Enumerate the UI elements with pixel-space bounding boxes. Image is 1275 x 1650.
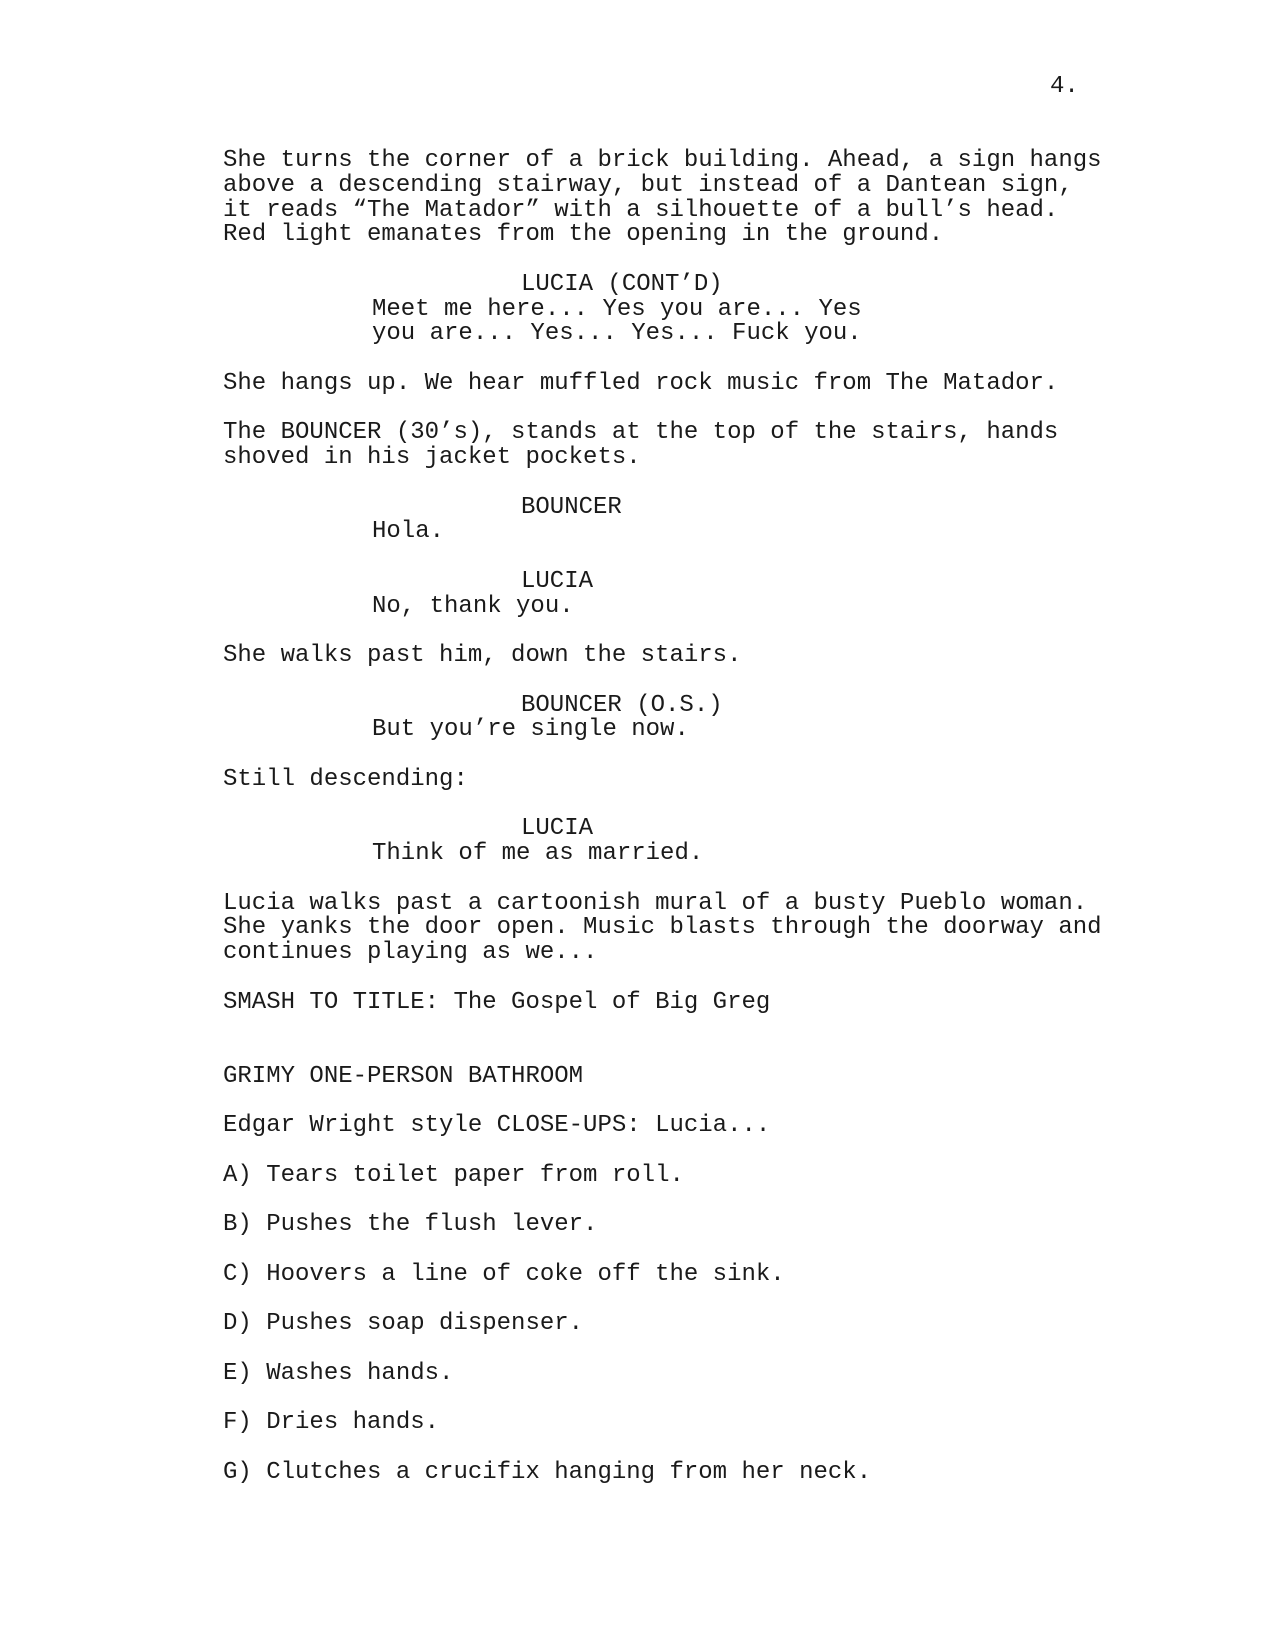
action-line: it reads “The Matador” with a silhouette of a bull’s head. [223,196,1059,224]
action-line: shoved in his jacket pockets. [223,444,641,471]
character-line: LUCIA (CONT’D) [521,270,723,298]
character-line: LUCIA [521,567,594,595]
dialogue-line: But you’re single now. [372,716,689,744]
character-line: LUCIA [521,815,594,843]
page-number: 4. [1050,73,1079,100]
block-spacer [223,867,1123,892]
character-block [521,270,1123,298]
dialogue-block [372,520,1123,545]
action-line: SMASH TO TITLE: The Gospel of Big Greg [223,988,771,1016]
dialogue-line: No, thank you. [372,592,574,620]
block-spacer [223,966,1123,991]
screenplay-body [223,149,1123,1486]
dialogue-block [372,718,1123,743]
block-spacer [223,545,1123,570]
dialogue-line: Hola. [372,518,445,546]
action-line: F) Dries hands. [223,1409,440,1437]
block-spacer [223,669,1123,694]
action-line: She hangs up. We hear muffled rock music from The Matador. [223,369,1059,397]
scene-heading-block [223,1062,1123,1090]
action-block [223,1213,1123,1238]
block-spacer [223,1436,1123,1461]
action-line: Still descending: [223,765,468,793]
block-spacer [223,397,1123,422]
block-spacer [223,1090,1123,1115]
block-spacer [223,1238,1123,1263]
block-spacer [223,471,1123,496]
block-spacer [223,1015,1123,1040]
character-block [521,691,1123,719]
action-block [223,1359,1123,1387]
action-block [223,369,1123,397]
action-line: She turns the corner of a brick building. Ahead, a sign hangs [223,147,1102,174]
action-block [223,988,1123,1016]
action-block [223,1161,1123,1189]
action-block [223,149,1123,248]
action-block [223,1312,1123,1337]
block-spacer [223,1040,1123,1065]
block-spacer [223,743,1123,768]
block-spacer [223,619,1123,644]
action-line: E) Washes hands. [223,1359,454,1387]
block-spacer [223,1337,1123,1362]
action-line: A) Tears toilet paper from roll. [223,1161,684,1189]
dialogue-line: Meet me here... Yes you are... Yes [372,295,862,323]
character-line: BOUNCER [521,493,622,521]
action-line: Red light emanates from the opening in the ground. [223,221,944,249]
action-line: D) Pushes soap dispenser. [223,1310,584,1338]
action-line: Edgar Wright style CLOSE-UPS: Lucia... [223,1112,771,1140]
action-line: C) Hoovers a line of coke off the sink. [223,1260,785,1288]
action-block [223,1260,1123,1288]
block-spacer [223,793,1123,818]
action-line: Lucia walks past a cartoonish mural of a busty Pueblo woman. [223,889,1088,917]
block-spacer [223,1387,1123,1412]
block-spacer [223,1288,1123,1313]
action-block [223,1458,1123,1486]
block-spacer [223,248,1123,273]
action-block [223,765,1123,793]
block-spacer [223,1189,1123,1214]
character-line: BOUNCER (O.S.) [521,691,723,719]
dialogue-block [372,295,1123,348]
action-block [223,889,1123,966]
dialogue-line: you are... Yes... Yes... Fuck you. [372,320,862,348]
action-line: continues playing as we... [223,939,598,966]
action-line: She yanks the door open. Music blasts through the doorway and [223,914,1102,942]
action-line: G) Clutches a crucifix hanging from her neck. [223,1458,872,1486]
block-spacer [223,347,1123,372]
character-block [521,817,1123,842]
scene-heading-line: GRIMY ONE-PERSON BATHROOM [223,1062,584,1090]
dialogue-block [372,842,1123,867]
action-block [223,1411,1123,1436]
action-line: above a descending stairway, but instead of a Dantean sign, [223,171,1073,199]
action-block [223,421,1123,471]
action-line: The BOUNCER (30’s), stands at the top of the stairs, hands [223,419,1059,447]
action-line: She walks past him, down the stairs. [223,642,742,669]
character-block [521,567,1123,595]
dialogue-block [372,592,1123,620]
action-block [223,1114,1123,1139]
action-line: B) Pushes the flush lever. [223,1211,598,1239]
action-block [223,644,1123,669]
character-block [521,493,1123,521]
block-spacer [223,1139,1123,1164]
dialogue-line: Think of me as married. [372,840,704,867]
